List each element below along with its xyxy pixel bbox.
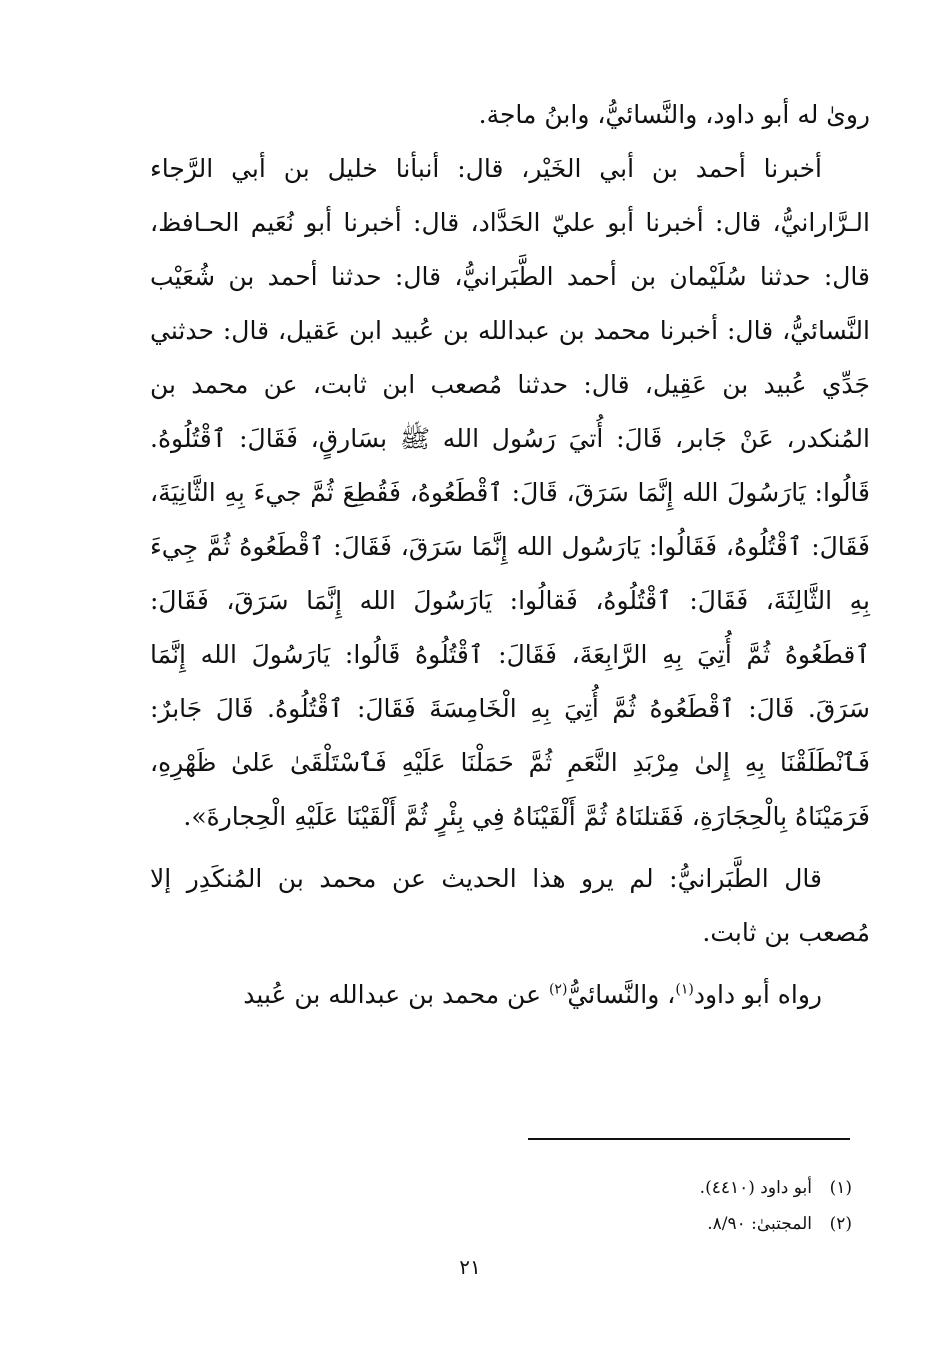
footnote-item [420,1206,852,1242]
page-number: ٢١ [459,1255,481,1279]
paragraph-hadith-chain: أخبرنا أحمد بن أبي الخَيْر، قال: أنبأنا خليل بن أبي الرَّجاء الـرَّارانيُّ، قال: أخبرنا أبو عليّ الحَدَّاد، قال: أخبرنا أبو نُعَيم الحـافظ، قال: حدثنا سُلَيْمان بن أحمد الطَّبَرانيُّ، قال: حدثنا أحمد بن شُعَيْب النَّسائيُّ، قال: أخبرنا محمد بن عبدالله بن عُبيد ابن عَقيل، قال: حدثني جَدِّي عُبيد بن عَقِيل، قال: حدثنا مُصعب ابن ثابت، عن محمد بن المُنكدر، عَنْ جَابر، قَالَ: أُتيَ رَسُول الله ﷺ بسَارقٍ، فَقَالَ: ٱقْتُلُوهُ. قَالُوا: يَارَسُولَ الله إِنَّمَا سَرَقَ، قَالَ: ٱقْطَعُوهُ، فَقُطِعَ ثُمَّ جيءَ بِهِ الثَّانِيَةَ، فَقَالَ: ٱقْتُلُوهُ، فَقَالُوا: يَارَسُول الله إِنَّمَا سَرَقَ، فَقَالَ: ٱقْطَعُوهُ ثُمَّ جِيءَ بِهِ الثَّالِثَةَ، فَقَالَ: ٱقْتُلُوهُ، فَقالُوا: يَارَسُولَ الله إِنَّمَا سَرَقَ، فَقَالَ: ٱقطَعُوهُ ثُمَّ أُتِيَ بِهِ الرَّابِعَةَ، فَقَالَ: ٱقْتُلُوهُ قَالُوا: يَارَسُولَ الله إِنَّمَا سَرَقَ. قَالَ: ٱقْطَعُوهُ ثُمَّ أُتِيَ بِهِ الْخَامِسَةَ فَقَالَ: ٱقْتُلُوهُ. قَالَ جَابرٌ: فَٱنْطَلَقْنَا بِهِ إِلىٰ مِرْبَدِ النَّعَمِ ثُمَّ حَمَلْنَا عَلَيْهِ فَٱسْتَلْقَىٰ عَلىٰ ظَهْرِهِ، فَرَمَيْنَاهُ بِالْحِجَارَةِ، فَقَتلنَاهُ ثُمَّ أَلْقَيْنَاهُ فِي بِئْرٍ ثُمَّ أَلْقَيْنَا عَلَيْهِ الْحِجارةَ». [150,154,870,831]
footnote-ref-2[interactable]: (٢) [548,981,568,998]
paragraph-narrators-note: روىٰ له أبو داود، والنَّسائيُّ، وابنُ ماجة. [478,100,870,129]
footnote-number: (١) [829,1178,852,1198]
footnote-text: أبو داود (٤٤١٠). [699,1178,812,1198]
footnote-ref-1[interactable]: (١) [675,981,694,998]
footnote-text: المجتبىٰ: ٨/٩٠. [707,1214,812,1234]
footnotes [420,1170,852,1242]
transmission-text-part3: عن محمد بن عبدالله بن عُبيد [243,980,549,1009]
transmission-text-part1: رواه أبو داود [693,980,822,1009]
footnote-number: (٢) [829,1214,852,1234]
paragraph-tabarani-comment: قال الطَّبَرانيُّ: لم يرو هذا الحديث عن محمد بن المُنكَدِر إلا مُصعب بن ثابت. [150,864,870,947]
footnote-item [420,1170,852,1206]
transmission-text-part2: ، والنَّسائيُّ [567,980,676,1009]
main-text [150,88,870,1022]
footnote-divider [528,1138,850,1140]
paragraph-transmission-note [150,968,870,1022]
